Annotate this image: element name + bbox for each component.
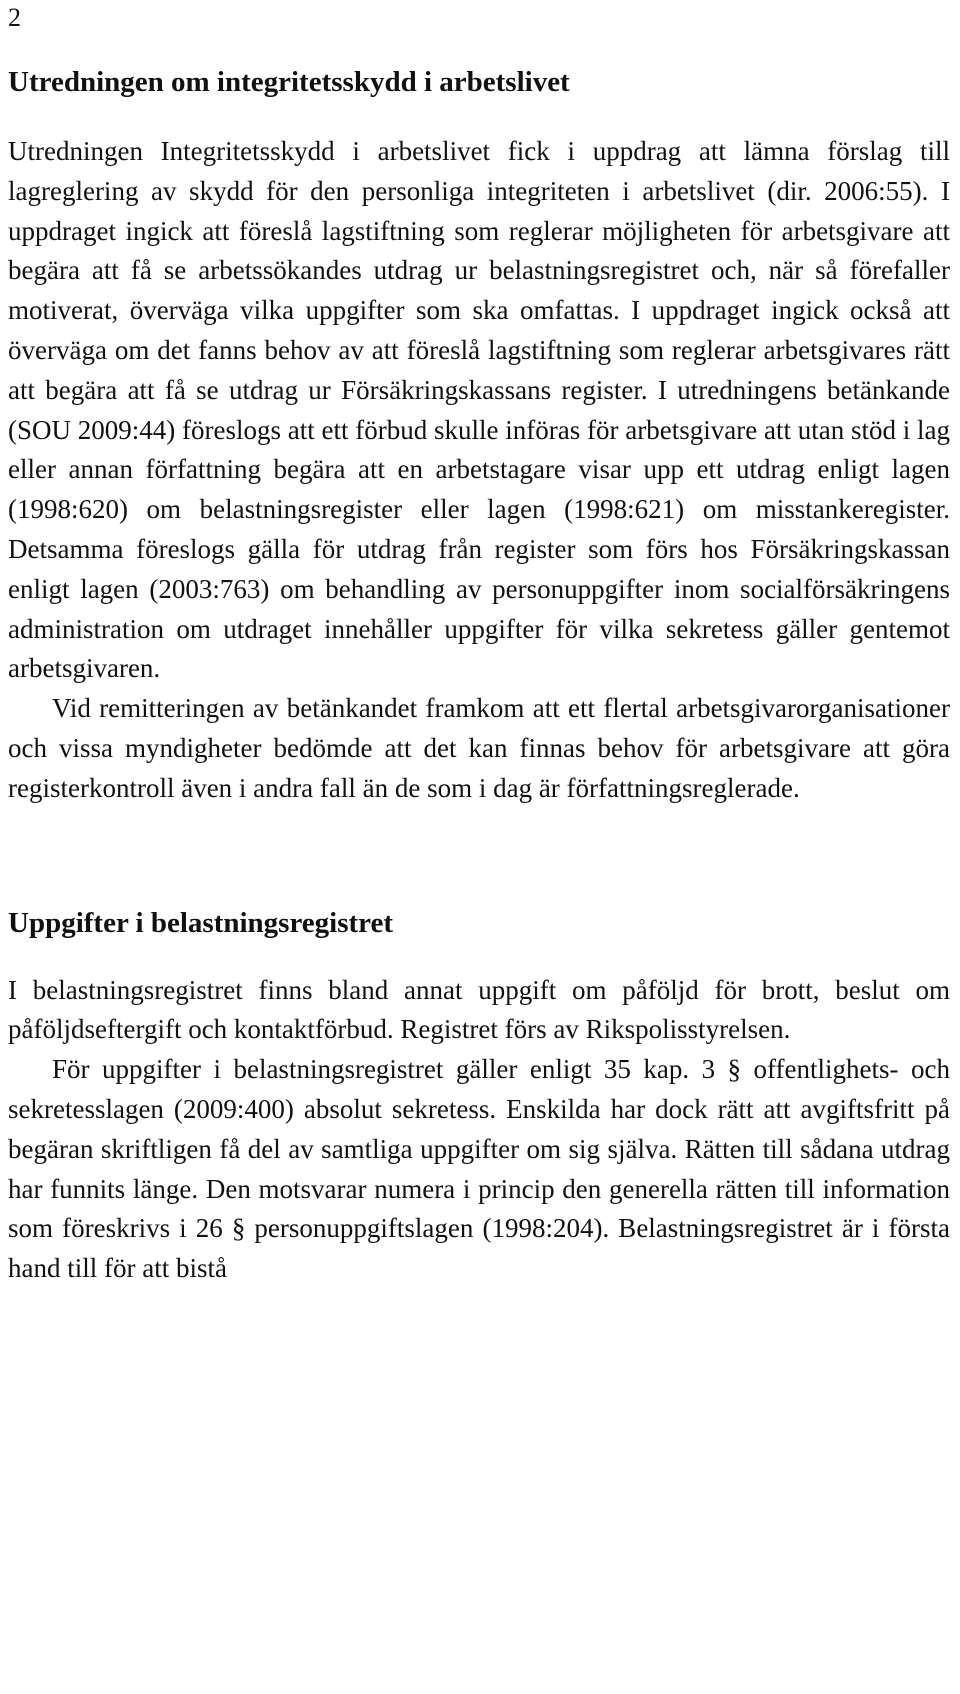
body-paragraph: Vid remitteringen av betänkandet framkom att ett flertal arbetsgivarorganisationer och vissa myndigheter bedömde att det kan finnas behov för arbetsgivare att göra registerkontroll även i andra fall än de som i dag är författningsreglerade. <box>8 693 950 803</box>
document-body <box>8 62 950 1289</box>
page-number: 2 <box>8 3 21 32</box>
section-heading-utredningen: Utredningen om integritetsskydd i arbetslivet <box>8 66 570 98</box>
body-paragraph: I belastningsregistret finns bland annat uppgift om påföljd för brott, beslut om påföljdseftergift och kontaktförbud. Registret förs av Rikspolisstyrelsen. <box>8 974 950 1045</box>
body-paragraph: Utredningen Integritetsskydd i arbetslivet fick i uppdrag att lämna förslag till lagreglering av skydd för den personliga integriteten i arbetslivet (dir. 2006:55). I uppdraget ingick att föreslå lagstiftning som reglerar möjligheten för arbetsgivare att begära att få se arbetssökandes utdrag ur belastningsregistret och, när så förefaller motiverat, överväga vilka uppgifter som ska omfattas. I uppdraget ingick också att överväga om det fanns behov av att föreslå lagstiftning som reglerar arbetsgivares rätt att begära att få se utdrag ur Försäkringskassans register. I utredningens betänkande (SOU 2009:44) föreslogs att ett förbud skulle införas för arbetsgivare att utan stöd i lag eller annan författning begära att en arbetstagare visar upp ett utdrag enligt lagen (1998:620) om belastningsregister eller lagen (1998:621) om misstankeregister. Detsamma föreslogs gälla för utdrag från register som förs hos Försäkringskassan enligt lagen (2003:763) om behandling av personuppgifter inom socialförsäkringens administration om utdraget innehåller uppgifter för vilka sekretess gäller gentemot arbetsgivaren. <box>8 136 950 684</box>
section-heading-uppgifter: Uppgifter i belastningsregistret <box>8 906 394 939</box>
body-paragraph: För uppgifter i belastningsregistret gäller enligt 35 kap. 3 § offentlighets- och sekretesslagen (2009:400) absolut sekretess. Enskilda har dock rätt att avgiftsfritt på begäran skriftligen få del av samtliga uppgifter om sig själva. Rätten till sådana utdrag har funnits länge. Den motsvarar numera i princip den generella rätten till information som föreskrivs i 26 § personuppgiftslagen (1998:204). Belastningsregistret är i första hand till för att bistå <box>8 1054 950 1284</box>
